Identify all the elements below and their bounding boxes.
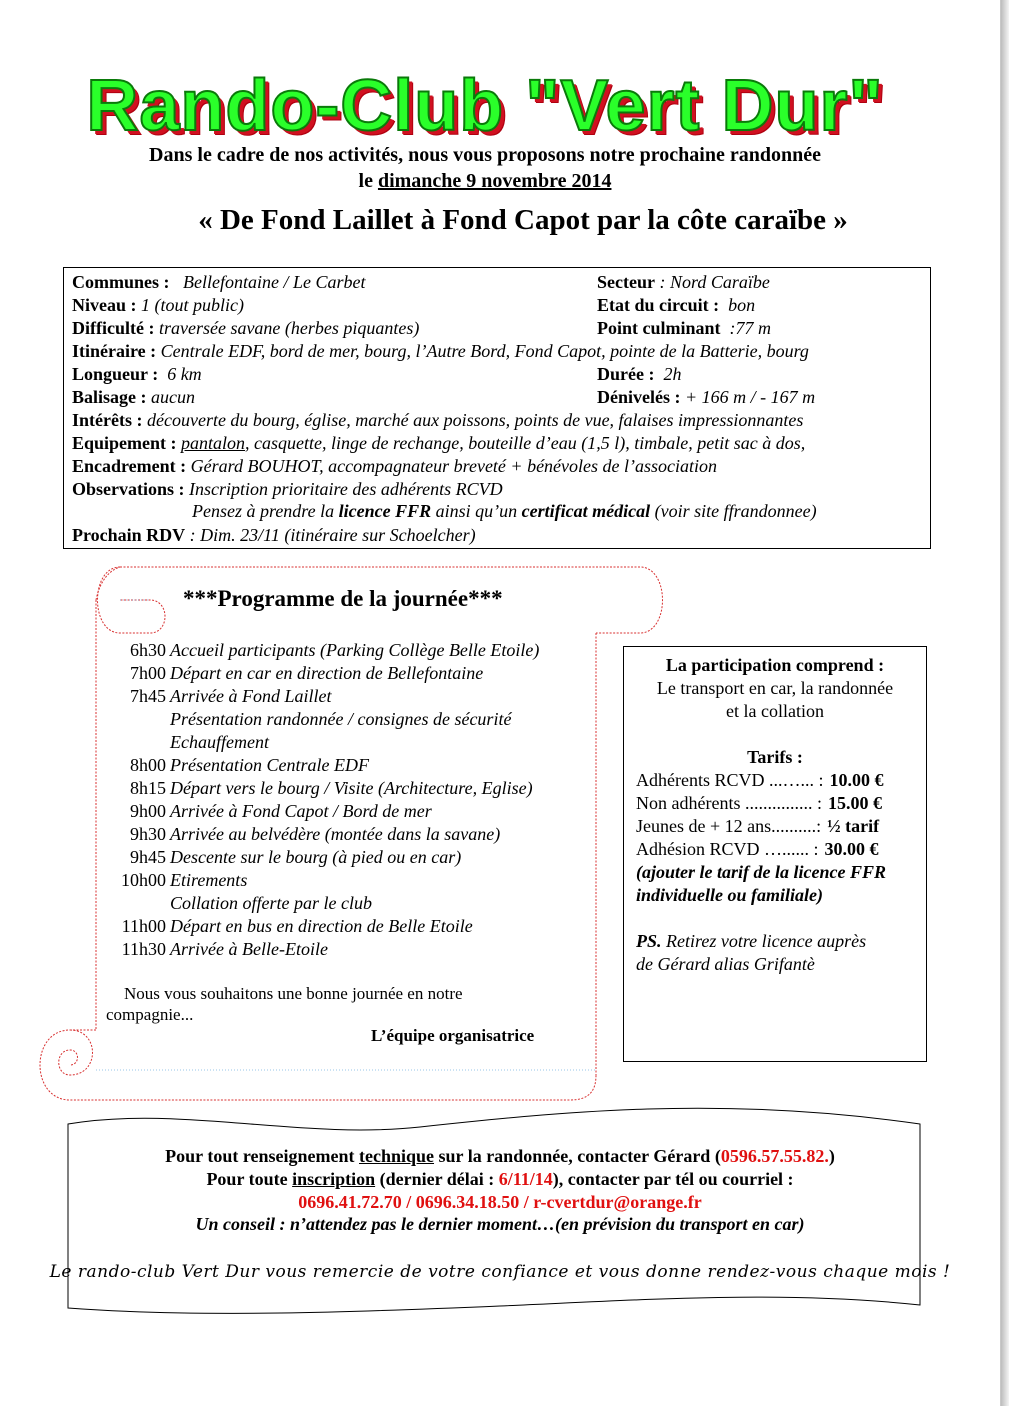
licence-note-2: individuelle ou familiale) (636, 885, 823, 905)
contact-phone-gerard: 0596.57.55.82. (720, 1146, 829, 1166)
communes-label: Communes : (72, 272, 170, 292)
duree-value: 2h (663, 364, 682, 384)
reminder-licence: licence FFR (338, 501, 432, 521)
ps-label: PS. (636, 931, 662, 951)
programme-signature: L’équipe organisatrice (371, 1026, 535, 1045)
denivele-value: + 166 m / - 167 m (684, 387, 816, 407)
price-value: 15.00 € (827, 793, 882, 813)
equipement-value: , casquette, linge de rechange, bouteille d’eau (1,5 l), timbale, petit sac à dos, (245, 433, 806, 453)
ps-note-2: de Gérard alias Grifantè (636, 954, 815, 974)
programme-desc: Arrivée à Belle-Etoile (170, 939, 328, 959)
programme-desc: Echauffement (170, 732, 269, 752)
point-value: :77 m (729, 318, 772, 338)
equipement-underlined: pantalon (181, 433, 246, 453)
ps-text-1: Retirez votre licence auprès (661, 931, 867, 951)
programme-time: 9h45 (130, 847, 166, 867)
secteur-value: : Nord Caraïbe (659, 272, 770, 292)
reminder-text-3: (voir site ffrandonnee) (650, 501, 817, 521)
contact-text-1c: ) (828, 1146, 835, 1166)
observations-label: Observations : (72, 479, 185, 499)
intro-line: Dans le cadre de nos activités, nous vous proposons notre prochaine randonnée (149, 144, 821, 166)
equipement-label: Equipement : (72, 433, 177, 453)
duree-label: Durée : (597, 364, 655, 384)
price-label: Jeunes de + 12 ans..........: (636, 816, 822, 836)
programme-wish-2: compagnie... (106, 1005, 194, 1024)
observations-value: Inscription prioritaire des adhérents RCVD (189, 479, 503, 499)
niveau-value: 1 (tout public) (141, 295, 244, 315)
contact-inscription-word: inscription (292, 1169, 376, 1189)
programme-time: 11h30 (121, 939, 166, 959)
price-value: ½ tarif (827, 816, 880, 836)
interets-value: découverte du bourg, église, marché aux poissons, points de vue, falaises impressionnantes (146, 410, 804, 430)
programme-desc: Arrivée à Fond Capot / Bord de mer (170, 801, 432, 821)
price-value: 30.00 € (824, 839, 879, 859)
balisage-label: Balisage : (72, 387, 147, 407)
programme-desc: Arrivée au belvédère (montée dans la savane) (170, 824, 501, 844)
date-prefix: le (358, 170, 378, 192)
longueur-label: Longueur : (72, 364, 159, 384)
difficulte-value: traversée savane (herbes piquantes) (158, 318, 420, 338)
longueur-value: 6 km (167, 364, 202, 384)
programme-desc: Etirements (170, 870, 248, 890)
contact-text-1b: sur la randonnée, contacter Gérard ( (434, 1146, 721, 1166)
contact-text-2a: Pour toute (206, 1169, 293, 1189)
itineraire-value: Centrale EDF, bord de mer, bourg, l’Autre Bord, Fond Capot, pointe de la Batterie, bourg (160, 341, 809, 361)
programme-time: 9h30 (130, 824, 166, 844)
prochain-label: Prochain RDV (72, 525, 186, 545)
programme-time: 7h00 (130, 663, 166, 683)
thank-you-line: Le rando-club Vert Dur vous remercie de votre confiance et vous donne rendez-vous chaque mois ! (49, 1262, 951, 1282)
contact-text-1a: Pour tout renseignement (165, 1146, 359, 1166)
encadrement-value: Gérard BOUHOT, accompagnateur breveté + bénévoles de l’association (190, 456, 718, 476)
tarifs-heading: Tarifs : (747, 747, 803, 767)
programme-time: 6h30 (130, 640, 166, 660)
participation-heading: La participation comprend : (665, 655, 885, 675)
price-label: Adhésion RCVD …...... : (636, 839, 819, 859)
niveau-label: Niveau : (72, 295, 137, 315)
programme-time: 9h00 (130, 801, 166, 821)
programme-wish-1: Nous vous souhaitons une bonne journée en notre (124, 984, 463, 1003)
programme-desc: Présentation randonnée / consignes de sécurité (170, 709, 512, 729)
programme-desc: Collation offerte par le club (170, 893, 372, 913)
contact-technique: technique (359, 1146, 435, 1166)
reminder-text-2: ainsi qu’un (431, 501, 522, 521)
programme-title: ***Programme de la journée*** (183, 586, 503, 611)
participation-line-2: et la collation (726, 701, 824, 721)
programme-desc: Présentation Centrale EDF (170, 755, 369, 775)
contact-inscription (0, 1167, 1000, 1191)
programme-time: 11h00 (121, 916, 166, 936)
programme-time: 7h45 (130, 686, 166, 706)
contact-technical (0, 1144, 1000, 1168)
contact-deadline: 6/11/14 (498, 1169, 553, 1189)
contact-text-2b: (dernier délai : (375, 1169, 499, 1189)
participation-line-1: Le transport en car, la randonnée (656, 678, 894, 698)
programme-desc: Départ en car en direction de Bellefontaine (170, 663, 484, 683)
prochain-value: : Dim. 23/11 (itinéraire sur Schoelcher) (189, 525, 476, 545)
etat-value: bon (728, 295, 756, 315)
balisage-value: aucun (151, 387, 195, 407)
reminder-certificat: certificat médical (521, 501, 651, 521)
secteur-label: Secteur (597, 272, 655, 292)
interets-label: Intérêts : (72, 410, 143, 430)
price-label: Non adhérents ............... : (636, 793, 822, 813)
contact-advice: Un conseil : n’attendez pas le dernier moment…(en prévision du transport en car) (195, 1214, 805, 1234)
etat-label: Etat du circuit : (597, 295, 720, 315)
club-title: Rando-Club "Vert Dur" (86, 66, 884, 146)
denivele-label: Dénivelés : (597, 387, 681, 407)
contact-text-2c: ), contacter par tél ou courriel : (552, 1169, 794, 1189)
programme-desc: Départ en bus en direction de Belle Etoile (170, 916, 473, 936)
licence-note-1: (ajouter le tarif de la licence FFR (636, 862, 886, 882)
programme-desc: Arrivée à Fond Laillet (170, 686, 332, 706)
programme-time: 8h15 (130, 778, 166, 798)
contact-phones-email: 0696.41.72.70 / 0696.34.18.50 / r-cvertdur@orange.fr (298, 1192, 702, 1212)
programme-time: 10h00 (121, 870, 166, 890)
reminder-text-1: Pensez à prendre la (192, 501, 339, 521)
hike-title: « De Fond Laillet à Fond Capot par la côte caraïbe » (198, 204, 848, 236)
difficulte-label: Difficulté : (72, 318, 155, 338)
programme-desc: Départ vers le bourg / Visite (Architecture, Eglise) (170, 778, 533, 798)
communes-value: Bellefontaine / Le Carbet (183, 272, 366, 292)
programme-desc: Accueil participants (Parking Collège Belle Etoile) (170, 640, 540, 660)
encadrement-label: Encadrement : (72, 456, 187, 476)
programme-desc: Descente sur le bourg (à pied ou en car) (170, 847, 462, 867)
price-value: 10.00 € (829, 770, 884, 790)
hike-date: dimanche 9 novembre 2014 (377, 170, 612, 192)
programme-time: 8h00 (130, 755, 166, 775)
itineraire-label: Itinéraire : (72, 341, 157, 361)
price-label: Adhérents RCVD ...…... : (636, 770, 824, 790)
point-label: Point culminant (597, 318, 721, 338)
